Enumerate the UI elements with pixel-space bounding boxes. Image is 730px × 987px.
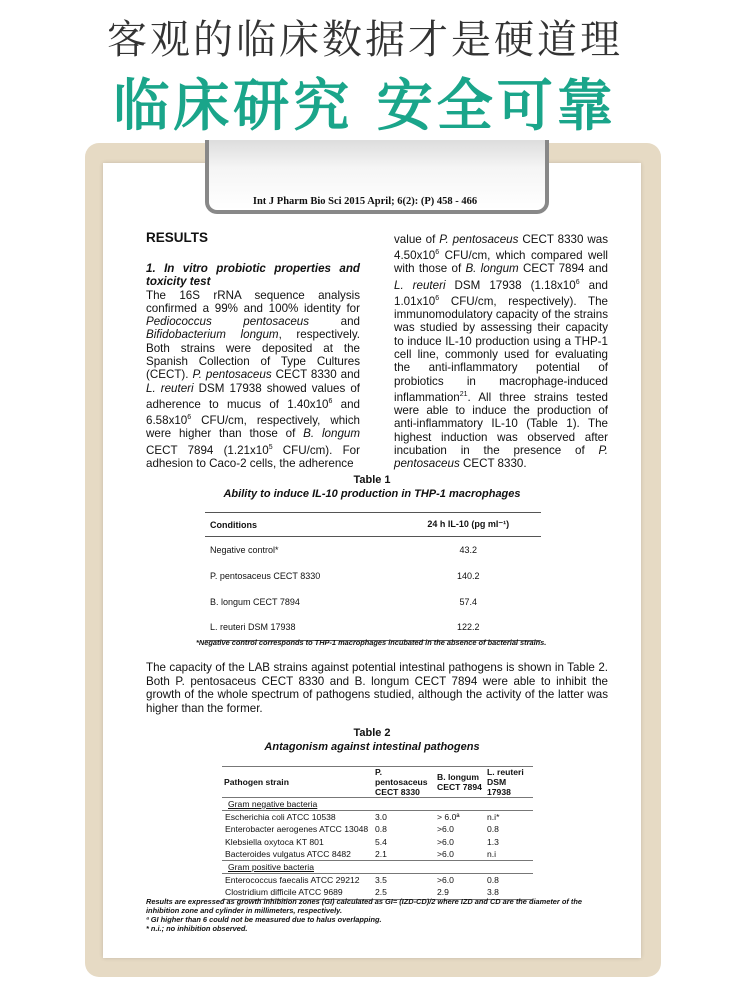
table-cell: 3.5 xyxy=(375,875,387,886)
table2-title: Table 2 xyxy=(353,727,391,739)
right-column-text xyxy=(394,233,608,470)
table2 xyxy=(222,766,533,900)
table-row xyxy=(222,836,533,849)
table-cell: >6.0 xyxy=(437,824,454,835)
table-row xyxy=(222,848,533,861)
table-row xyxy=(222,810,533,823)
text-run: CECT 8330. xyxy=(459,457,527,471)
table2-caption: Antagonism against intestinal pathogens xyxy=(264,741,480,753)
table-cell: 122.2 xyxy=(396,615,541,641)
text-run: CECT 7894 and xyxy=(518,262,608,276)
journal-citation: Int J Pharm Bio Sci 2015 April; 6(2): (P) 458 - 466 xyxy=(252,196,478,207)
text-run: 6 xyxy=(328,397,333,405)
table1-note: *Negative control corresponds to THP-1 macrophages incubated in the absence of bacterial strains. xyxy=(196,638,547,647)
table-cell: 0.8 xyxy=(487,875,499,886)
table-cell: 2.1 xyxy=(373,848,435,861)
table-cell: 1.3 xyxy=(487,836,499,847)
table-cell: >6.0 xyxy=(437,836,454,847)
text-run: CFU/cm, respectively, which were higher than those of xyxy=(146,413,360,441)
table2-header: B. longum CECT 7894 xyxy=(435,767,485,798)
results-heading: RESULTS xyxy=(146,230,209,245)
table-cell: 0.8 xyxy=(375,824,387,835)
text-run: 6 xyxy=(435,249,440,257)
table1-caption: Ability to induce IL-10 production in THP-1 macrophages xyxy=(223,488,521,500)
text-run: CFU/cm, which compared well with those of xyxy=(394,249,608,276)
table2-note: ª GI higher than 6 could not be measured due to halus overlapping. xyxy=(146,915,382,924)
table-cell: n.i xyxy=(485,848,533,861)
text-run: CFU/cm). For adhesion to Caco-2 cells, the adherence xyxy=(146,443,360,470)
text-run: 6 xyxy=(435,294,440,302)
table2-header: Pathogen strain xyxy=(222,767,373,798)
table-cell: 43.2 xyxy=(459,544,478,555)
table-cell: 3.0 xyxy=(375,811,387,822)
table1-title: Table 1 xyxy=(353,474,391,486)
text-run: CECT 8330 and xyxy=(271,368,360,382)
table-cell: 3.8 xyxy=(485,886,533,899)
table-cell: >6.0 xyxy=(435,848,485,861)
table1-header: 24 h IL-10 (pg ml⁻¹) xyxy=(396,513,541,537)
text-run: and xyxy=(309,315,360,329)
table-row xyxy=(205,537,541,563)
table-cell: 5.4 xyxy=(375,836,387,847)
text-run: P. pentosaceus xyxy=(439,233,519,246)
table-cell: 2.5 xyxy=(373,886,435,899)
text-run: P. pentosaceus xyxy=(192,368,272,382)
text-run: L. reuteri xyxy=(394,278,446,292)
table1-header: Conditions xyxy=(205,513,396,537)
table-cell: Enterobacter aerogenes ATCC 13048 xyxy=(225,824,369,835)
text-run: DSM 17938 (1.18x10 xyxy=(445,278,576,292)
text-run: and 1.01x10 xyxy=(394,278,608,308)
table-row xyxy=(205,615,541,641)
table2-group: Gram positive bacteria xyxy=(222,861,533,874)
text-run: and 6.58x10 xyxy=(146,397,360,427)
table1 xyxy=(205,512,541,641)
table-cell: Clostridium difficile ATCC 9689 xyxy=(222,886,373,899)
table-cell: L. reuteri DSM 17938 xyxy=(205,615,396,641)
text-run: L. reuteri xyxy=(146,381,194,395)
banner-subtitle: 临床研究 安全可靠 xyxy=(113,74,617,139)
text-run: Pediococcus pentosaceus xyxy=(146,315,310,329)
text-run: . All three strains tested were able to induce the production of anti-inflammatory IL-10 (Table 1). The highest induction was observed after incubation in the presence of xyxy=(394,390,608,457)
table-cell: 140.2 xyxy=(457,570,480,581)
table2-header: P. pentosaceus CECT 8330 xyxy=(373,767,435,798)
table-cell: 0.8 xyxy=(487,824,499,835)
table-cell: Negative control* xyxy=(210,544,279,555)
table2-note: * n.i.; no inhibition observed. xyxy=(146,924,248,933)
table-cell: 2.9 xyxy=(435,886,485,899)
table-row xyxy=(222,823,533,836)
table-row xyxy=(205,563,541,589)
text-run: B. longum xyxy=(465,262,519,276)
text-run: value of xyxy=(394,233,440,246)
table2-group: Gram negative bacteria xyxy=(222,798,533,811)
body-paragraph: The capacity of the LAB strains against potential intestinal pathogens is shown in Table 2. Both P. pentosaceus CECT 8330 and B. longum CECT 7894 were able to inhibit the growth of the whole spectrum of pathogens studied, although the activity of the latter was higher than the former. xyxy=(146,661,608,715)
text-run: P. pentosaceus xyxy=(394,443,608,471)
text-run: 6 xyxy=(575,278,580,286)
text-run: CECT 7894 (1.21x10 xyxy=(146,443,269,457)
text-run: The 16S rRNA sequence analysis confirmed a 99% and 100% identity for xyxy=(146,288,360,315)
text-run: 6 xyxy=(187,414,192,422)
section-subheading: 1. In vitro probiotic properties and toxicity test xyxy=(146,262,360,289)
table-cell: B. longum CECT 7894 xyxy=(210,596,300,607)
text-run: 21 xyxy=(459,390,468,398)
banner-title: 客观的临床数据才是硬道理 xyxy=(107,17,623,63)
table-cell: Enterococcus faecalis ATCC 29212 xyxy=(225,875,360,886)
table2-note: Results are expressed as growth inhibition zones (GI) calculated as GI= (IZD-CD)/2 where IZD and CD are the diameter of the inhibition zone and cylinder in millimeters, respectively. xyxy=(146,897,582,915)
table-cell: Klebsiella oxytoca KT 801 xyxy=(225,836,324,847)
text-run: DSM 17938 showed values of adherence to mucus of 1.40x10 xyxy=(146,381,360,411)
table-cell: 57.4 xyxy=(459,596,478,607)
left-column-text xyxy=(146,289,360,470)
table-row xyxy=(222,874,533,887)
table-cell: Bacteroides vulgatus ATCC 8482 xyxy=(222,848,373,861)
text-run: 5 xyxy=(268,443,273,451)
text-run: , respectively. Both strains were deposited at the Spanish Collection of Type Cultures (CECT). xyxy=(146,328,361,382)
table-cell: >6.0 xyxy=(437,875,454,886)
table-row xyxy=(205,589,541,615)
table-cell: n.i* xyxy=(487,811,500,822)
table2-header: L. reuteri DSM 17938 xyxy=(485,767,533,798)
text-run: CFU/cm, respectively). The immunomodulatory capacity of the strains was studied by assessing their capacity to induce IL-10 production using a THP-1 cell line, commonly used for evaluating the anti-inflammatory potential of probiotics in macrophage-induced inflammation xyxy=(394,294,608,404)
table-cell: P. pentosaceus CECT 8330 xyxy=(210,570,321,581)
text-run: CECT 8330 was 4.50x10 xyxy=(394,233,608,263)
text-run: Bifidobacterium longum xyxy=(146,328,279,342)
text-run: B. longum xyxy=(303,427,360,441)
table-cell: > 6.0ª xyxy=(437,811,460,822)
table-cell: Escherichia coli ATCC 10538 xyxy=(225,811,336,822)
